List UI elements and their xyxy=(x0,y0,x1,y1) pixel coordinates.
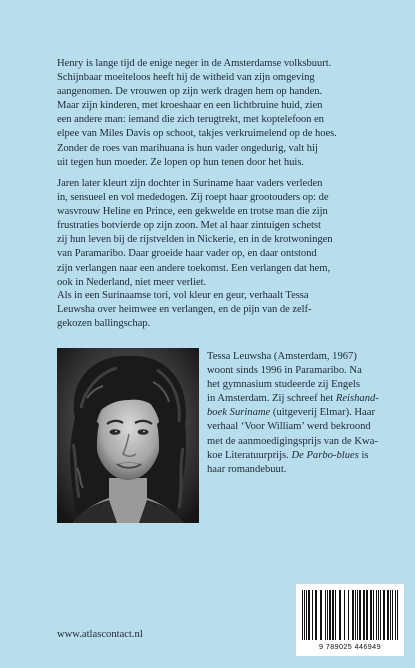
barcode-bar xyxy=(355,590,356,640)
barcode-bar xyxy=(308,590,310,640)
author-bio xyxy=(207,350,403,477)
barcode-bar xyxy=(387,590,389,640)
text-line: wasvrouw Heline en Prince, een gekwelde en trotse man die zijn xyxy=(57,206,328,218)
text-line: uit tegen hun moeder. Ze lopen op hun tenen door het huis. xyxy=(57,156,304,168)
bio-text: verhaal ‘Voor William’ werd bekroond xyxy=(207,421,371,433)
barcode-bar xyxy=(380,590,381,640)
barcode-bar xyxy=(312,590,313,640)
barcode-bar xyxy=(392,590,393,640)
text-line: zij hun leven bij de rijstvelden in Nickerie, en in de krotwoningen xyxy=(57,234,333,246)
blurb-paragraph-3 xyxy=(57,289,401,331)
barcode-bar xyxy=(335,590,336,640)
text-line: zijn verlangen naar een andere toekomst. Een verlangen dat hem, xyxy=(57,262,331,274)
bio-text: met de aanmoedigingsprijs van de Kwa- xyxy=(207,435,378,447)
blurb-paragraph-2 xyxy=(57,177,401,290)
text-line: Schijnbaar moeiteloos heeft hij de witheid van zijn omgeving xyxy=(57,72,315,84)
barcode-bar xyxy=(378,590,379,640)
barcode-bar xyxy=(357,590,358,640)
bio-line xyxy=(207,420,403,434)
bio-text: koe Literatuurprijs. xyxy=(207,449,292,461)
barcode-bar xyxy=(359,590,361,640)
barcode-bar xyxy=(306,590,307,640)
text-line: Zonder de roes van marihuana is hun vader ongedurig, valt hij xyxy=(57,142,318,154)
isbn-digits: 9 789025 446949 xyxy=(319,642,381,651)
text-line: van Paramaribo. Daar groeide haar vader op, en daar ontstond xyxy=(57,248,317,260)
text-line: Leuwsha over heimwee en verlangen, en de pijn van de zelf- xyxy=(57,304,312,316)
barcode-bar xyxy=(304,590,305,640)
barcode-bar xyxy=(315,590,317,640)
bio-line xyxy=(207,449,403,463)
barcode-bar xyxy=(302,590,303,640)
barcode-bar xyxy=(397,590,398,640)
bio-book-title: boek Suriname xyxy=(207,407,271,419)
barcode-bar xyxy=(373,590,374,640)
author-portrait-image xyxy=(57,348,199,523)
bio-line xyxy=(207,406,403,420)
bio-text: is xyxy=(358,449,369,461)
barcode-bar xyxy=(344,590,345,640)
text-line: aangenomen. De vrouwen op zijn werk dragen hem op handen. xyxy=(57,86,323,98)
barcode-bar xyxy=(376,590,377,640)
author-photo xyxy=(57,348,199,523)
text-line: een andere man: iemand die zich terugtrekt, met koptelefoon en xyxy=(57,114,324,126)
bio-line xyxy=(207,378,403,392)
bio-text: in Amsterdam. Zij schreef het xyxy=(207,393,336,405)
barcode-bar xyxy=(329,590,331,640)
barcode-bar xyxy=(363,590,365,640)
blurb-paragraph-1 xyxy=(57,57,401,170)
barcode-bar xyxy=(320,590,322,640)
bio-line xyxy=(207,392,403,406)
barcode-bar xyxy=(348,590,349,640)
barcode-bar xyxy=(366,590,368,640)
barcode-bar xyxy=(339,590,341,640)
barcode-bar xyxy=(370,590,372,640)
text-line: frustraties botvierde op zijn zoon. Met al haar zintuigen schetst xyxy=(57,220,321,232)
bio-line xyxy=(207,435,403,449)
text-line: elpee van Miles Davis op schoot, takjes verkruimelend op de hoes. xyxy=(57,128,337,140)
bio-text: haar romandebuut. xyxy=(207,463,287,475)
text-line: Als in een Surinaamse tori, vol kleur en geur, verhaalt Tessa xyxy=(57,290,309,301)
barcode-bar xyxy=(395,590,396,640)
bio-book-title: De Parbo-blues xyxy=(291,449,359,461)
bio-text: (uitgeverij Elmar). Haar xyxy=(270,407,375,419)
barcode-bar xyxy=(325,590,326,640)
bio-text: het gymnasium studeerde zij Engels xyxy=(207,379,360,391)
text-line: gekozen ballingschap. xyxy=(57,318,151,330)
bio-text: Tessa Leuwsha (Amsterdam, 1967) xyxy=(207,351,357,362)
bio-line xyxy=(207,350,403,364)
barcode-bar xyxy=(332,590,334,640)
publisher-website-link[interactable]: www.atlascontact.nl xyxy=(57,629,143,640)
barcode-bar xyxy=(383,590,385,640)
barcode-bar xyxy=(327,590,328,640)
text-line: in, sensueel en vol mededogen. Zij roept haar grootouders op: de xyxy=(57,192,329,204)
text-line: Maar zijn kinderen, met kroeshaar en een lichtbruine huid, zien xyxy=(57,100,323,112)
bio-text: woont sinds 1996 in Paramaribo. Na xyxy=(207,365,362,377)
bio-book-title: Reishand- xyxy=(335,393,379,405)
text-line: Henry is lange tijd de enige neger in de Amsterdamse volksbuurt. xyxy=(57,58,332,69)
text-line: ook in Nederland, niet meer verliet. xyxy=(57,276,207,288)
isbn-barcode xyxy=(296,584,404,656)
bio-line xyxy=(207,463,403,477)
bio-line xyxy=(207,364,403,378)
text-line: Jaren later kleurt zijn dochter in Suriname haar vaders verleden xyxy=(57,178,323,189)
barcode-bar xyxy=(352,590,354,640)
barcode-bar xyxy=(390,590,391,640)
